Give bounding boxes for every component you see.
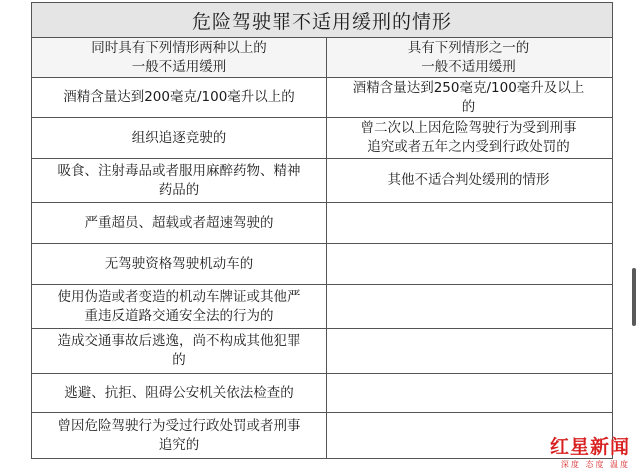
news-logo — [550, 432, 630, 470]
row-2-right: 曾二次以上因危险驾驶行为受到刑事 追究或者五年之内受到行政处罚的 — [360, 120, 577, 155]
row-1-right: 酒精含量达到250毫克/100毫升及以上 的 — [352, 79, 585, 115]
row-8-right — [327, 374, 610, 412]
row-1-left: 酒精含量达到200毫克/100毫升以上的 — [32, 78, 327, 117]
table-row — [32, 374, 612, 413]
table-row — [32, 159, 612, 203]
row-6-right — [327, 285, 610, 328]
header-right: 具有下列情形之一的 一般不适用缓刑 — [327, 38, 610, 77]
row-2-left: 组织追逐竞驶的 — [32, 118, 327, 158]
table-row — [32, 413, 612, 459]
row-7-right — [327, 329, 610, 373]
row-3-right: 其他不适合判处缓刑的情形 — [387, 172, 550, 188]
row-4-left: 严重超员、超载或者超速驾驶的 — [32, 203, 327, 243]
header-left: 同时具有下列情形两种以上的 一般不适用缓刑 — [32, 38, 327, 77]
table-header-row — [32, 38, 612, 78]
table-row — [32, 329, 612, 374]
table-row — [32, 244, 612, 285]
scrollbar-thumb[interactable] — [632, 268, 636, 326]
row-8-left: 逃避、抗拒、阻碍公安机关依法检查的 — [32, 374, 327, 412]
row-9-left: 曾因危险驾驶行为受过行政处罚或者刑事 追究的 — [32, 413, 327, 458]
row-7-left: 造成交通事故后逃逸，尚不构成其他犯罪 的 — [32, 329, 327, 373]
row-5-left: 无驾驶资格驾驶机动车的 — [32, 244, 327, 284]
table-row — [32, 203, 612, 244]
row-3-left: 吸食、注射毒品或者服用麻醉药物、精神 药品的 — [32, 159, 327, 202]
logo-sub-text: 深度 态度 温度 — [560, 460, 630, 469]
table-title: 危险驾驶罪不适用缓刑的情形 — [32, 3, 612, 38]
row-6-left: 使用伪造或者变造的机动车牌证或其他严 重违反道路交通安全法的行为的 — [32, 285, 327, 328]
table-row — [32, 118, 612, 159]
row-5-right — [327, 244, 610, 284]
table-row — [32, 285, 612, 329]
rules-table — [31, 2, 613, 459]
logo-main-text: 红星新闻 — [549, 436, 630, 458]
row-4-right — [327, 203, 610, 243]
table-row — [32, 78, 612, 118]
